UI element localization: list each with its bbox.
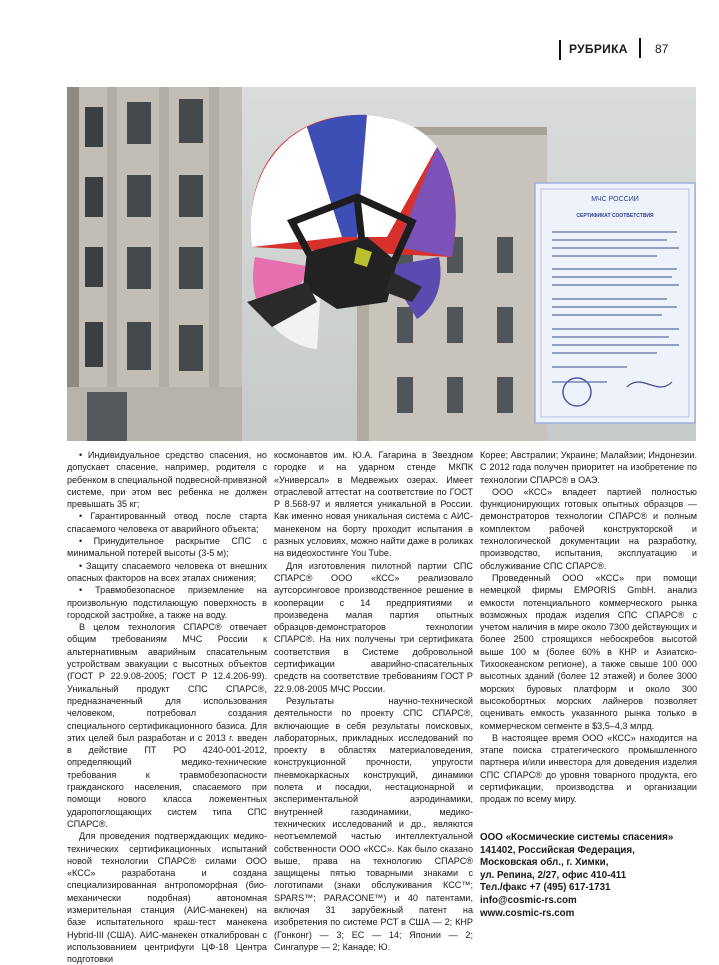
paragraph: В целом технология СПАРС® отвечает общим требованиям МЧС России к альтернативным аварийным спасательным устройствам эвакуации с высотных объектов (ГОСТ Р 22.9.08-2005; ГОСТ Р 12.4.206-99). Уникальный продукт СПС СПАРС®, предназначенный для использования человеком, потребовал создания специального сертификационного базиса. Для этих целей был разработан и с 2013 г. введен в действие ПТ РО 4240-001-2012, определяющий медико-технические требования к травмобезопасности гражданского населения, спасаемого при помощи нового класса ложементных ударопоглощающих систем типа СПС СПАРС®. — [67, 622, 267, 829]
paragraph: Результаты научно-технической деятельности по проекту СПС СПАРС®, включающие в себя результаты поисковых, лабораторных, прикладных исследований по проекту в областях материаловедения, конструкционной прочности, упругости пневмокаркасных конструкций, динамики полета и посадки, нестационарной и экспериментальной аэродинамики, внутренней газодинамики, медико-технических исследований и др., являются неотъемлемой частью интеллектуальной собственности ООО «КСС». Как было сказано выше, права на технологию СПАРС® защищены пятью товарными знаками с логотипами (знаки обслуживания КСС™; SPARS™; PARACONE™) и 40 патентами, включая 31 зарубежный патент на изобретения по системе РСТ в США — 2; КНР (Гонконг) — 3; ЕС — 14; Японии — 2; Сингапуре — 2; Канаде; Ю. — [274, 695, 473, 952]
address-line: Московская обл., г. Химки, — [480, 857, 609, 869]
paragraph: • Травмобезопасное приземление на произвольную подстилающую поверхность в городской застройке, а также на воду. — [67, 585, 267, 620]
header-divider — [559, 40, 561, 60]
page-header — [555, 32, 705, 62]
text-column-3 — [480, 449, 697, 806]
paragraph: ООО «КСС» владеет партией полностью функционирующих готовых опытных образцов — демонстраторов технологии СПАРС® и полным комплектом рабочей конструкторской и технологической документации на разработку, производство, испытания, эксплуатацию и обслуживание СПС СПАРС®. — [480, 486, 697, 571]
certificate-subtitle: СЕРТИФИКАТ СООТВЕТСТВИЯ — [576, 213, 654, 219]
certificate-title: МЧС РОССИИ — [591, 196, 639, 203]
text-column-1 — [67, 449, 267, 965]
certificate-document — [535, 183, 695, 423]
paragraph: • Защиту спасаемого человека от внешних опасных факторов на всех этапах снижения; — [67, 560, 267, 583]
paragraph: • Принудительное раскрытие СПС с минимальной потерей высоты (3-5 м); — [67, 536, 267, 559]
address-line: 141402, Российская Федерация, — [480, 844, 635, 856]
header-divider — [639, 38, 641, 58]
phone-fax: Тел./факс +7 (495) 617-1731 — [480, 882, 611, 894]
contact-block — [480, 832, 697, 920]
paragraph: В настоящее время ООО «КСС» находится на этапе поиска стратегического промышленного партнера и/или инвестора для доведения изделия СПС СПАРС® до уровня товарного продукта, его сертификации, производства и организации продаж по всему миру. — [480, 732, 697, 805]
paragraph: • Индивидуальное средство спасения, но допускает спасение, например, родителя с ребенком в специальной подвесной-привязной системе, при этом вес ребенка не должен превышать 35 кг; — [67, 450, 267, 510]
email-link[interactable]: info@cosmic-rs.com — [480, 894, 577, 906]
photo-illustration — [67, 87, 696, 441]
address-line: ул. Репина, 2/27, офис 410-411 — [480, 869, 627, 881]
text-column-2 — [274, 449, 473, 953]
parachute-photo — [67, 87, 696, 441]
website-link[interactable]: www.cosmic-rs.com — [480, 907, 575, 919]
company-name: ООО «Космические системы спасения» — [480, 832, 674, 843]
page-number: 87 — [655, 42, 669, 56]
paragraph: Для проведения подтверждающих медико-технических сертификационных испытаний новой технологии СПАРС® силами ООО «КСС» разработана и создана специализированная антропоморфная (био-механически подобная) автономная измерительная станция (АИС-манекен) на базе испытательного краш-тест манекена Hybrid-III (США). АИС-манекен откалиброван с использованием центрифуги ЦФ-18 Центра подготовки — [67, 831, 267, 965]
section-rubric: РУБРИКА — [569, 42, 628, 56]
building-left — [67, 87, 242, 441]
paragraph: космонавтов им. Ю.А. Гагарина в Звездном городке и на ударном стенде МКПК «Универсал» в Медвежьих озерах. Имеет отраслевой аттестат на соответствие по ГОСТ Р 8.568-97 и является уникальной в России. Как именно новая уникальная система с АИС-манекеном на борту проходит испытания в разных условиях, можно найти даже в роликах на видеохостинге You Tube. — [274, 450, 474, 559]
paragraph: Для изготовления пилотной партии СПС СПАРС® ООО «КСС» реализовало аутсорсинговое производственное решение в кооперации с 14 предприятиями и произведена малая партия опытных образцов-демонстраторов технологии СПАРС®. На них получены три сертификата соответствия в Системе добровольной сертификации аварийно-спасательных средств на соответствие требованиям ГОСТ Р 22.9.08-2005 МЧС России. — [274, 560, 473, 694]
paragraph: Корее; Австралии; Украине; Малайзии; Индонезии. С 2012 года получен приоритет на изобретение по технологии СПАРС® в ОАЭ. — [480, 450, 697, 485]
paragraph: Проведенный ООО «КСС» при помощи немецкой фирмы EMPORIS GmbH. анализ емкости потенциального коммерческого рынка возможных продаж изделия СПС СПАРС® с учетом наличия в мире около 7300 действующих и более 2500 строящихся небоскребов высотой выше 100 м (более 60% в КНР и Азиатско-Тихоокеанском регионе), а также свыше 100 000 высотных зданий (более 12 этажей) и более 3000 морских буровых платформ и около 300 высокобортных морских лайнеров позволяет оценивать емкость указанного рынка только в коммерческом сегменте в $3,5–4,3 млрд. — [480, 572, 697, 731]
paragraph: • Гарантированный отвод после старта спасаемого человека от аварийного объекта; — [67, 511, 267, 534]
